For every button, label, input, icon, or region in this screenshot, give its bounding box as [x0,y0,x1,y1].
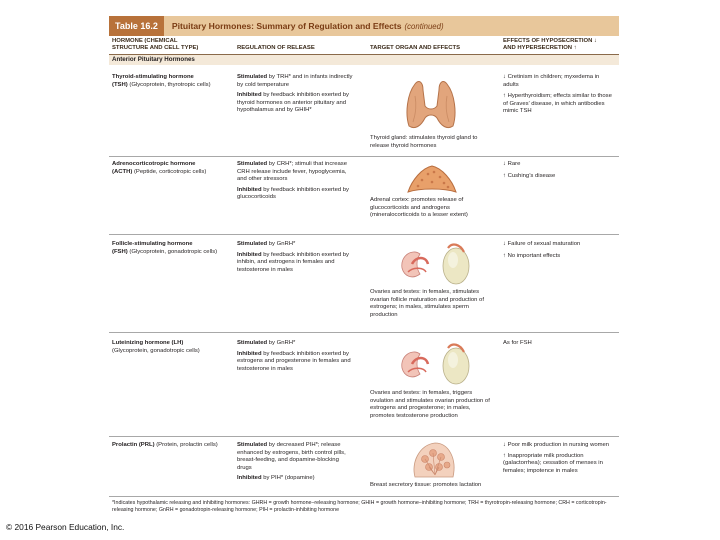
hypersecretion-text: ↑ Cushing’s disease [503,172,556,179]
row-divider [109,332,619,333]
hormone-cell-lh [112,340,230,355]
effects-cell-acth [503,161,615,180]
regulation-cell-prl [237,442,355,483]
inhibited-block [237,351,355,374]
hyposecretion-text: As for FSH [503,340,532,346]
header-regulation: REGULATION OF RELEASE [237,45,315,51]
regulation-cell-acth [237,161,355,202]
stimulated-label: Stimulated [237,241,268,247]
thyroid-icon [401,76,461,131]
inhibited-block [237,475,355,483]
stimulated-label: Stimulated [237,161,268,167]
target-cell-fsh: Ovaries and testes: in females, stimulates ovarian follicle maturation and production of estrogens; in males, stimulates sperm production [370,289,484,318]
ovary-testis-icon [396,338,476,388]
stimulated-label: Stimulated [237,340,268,346]
inhibited-text: by feedback inhibition exerted by glucocorticoids [237,186,349,200]
stimulated-text: by GnRH* [268,241,296,247]
hypersecretion-text: ↑ No important effects [503,252,561,259]
adrenal-gland-icon [404,162,460,196]
effects-cell-tsh [503,74,615,116]
copyright-notice: © 2016 Pearson Education, Inc. [6,522,125,532]
hyposecretion-text: ↓ Rare [503,161,521,167]
inhibited-text: by feedback inhibition exerted by thyroid hormones on anterior pituitary and hypothalamus and by GHIH* [237,92,349,113]
table-footnote: *Indicates hypothalamic releasing and inhibiting hormones: GHRH = growth hormone–releasing hormone; GHIH = growth hormone–inhibiting hormone; TRH = thyrotropin-releasing hormone; CRH = corticotropin-releasing hormone; GnRH = gonadotropin-releasing hormone; PIH = prolactin-inhibiting hormone [112,500,607,513]
inhibited-label: Inhibited [237,186,262,193]
inhibited-text: by feedback inhibition exerted by inhibin, and estrogens in females and testosterone in males [237,251,349,273]
inhibited-block [237,252,355,275]
hormone-cell-prl [112,442,230,450]
header-hormone [112,38,198,52]
stimulated-label: Stimulated [237,74,268,80]
row-divider [109,436,619,437]
hypersecretion-text: ↑ Inappropriate milk production (galactorrhea); cessation of menses in females; impotence in males [503,452,603,474]
breast-tissue-icon [409,439,459,479]
hormone-cell-tsh [112,74,230,89]
effects-cell-prl [503,442,615,475]
table-title [172,21,444,31]
inhibited-text: by PIH* (dopamine) [263,475,315,481]
effects-cell-fsh [503,241,615,260]
target-cell-acth: Adrenal cortex: promotes release of glucocorticoids and androgens (mineralocorticoids to a lesser extent) [370,197,468,218]
table-title-text: Pituitary Hormones: Summary of Regulation and Effects [171,21,402,31]
table-continued: (continued) [404,22,444,31]
header-effects-line1: EFFECTS OF HYPOSECRETION ↓ [503,38,597,44]
inhibited-label: Inhibited [237,251,262,258]
hormone-detail: (Glycoprotein, gonadotropic cells) [112,347,200,354]
stimulated-text: by CRH*; stimuli that increase CRH release include fever, hypoglycemia, and other stressors [237,161,348,182]
footnote-divider [109,496,619,497]
stimulated-text: by GnRH* [268,340,296,346]
hormone-name: Prolactin (PRL) [112,442,155,448]
target-cell-prl: Breast secretory tissue: promotes lactation [370,482,482,488]
effects-cell-lh [503,340,615,348]
hormone-name: Luteinizing hormone (LH) [112,340,184,346]
target-cell-tsh: Thyroid gland: stimulates thyroid gland to release thyroid hormones [370,135,478,149]
hormone-cell-acth [112,161,230,176]
stimulated-text: by TRH* and in infants indirectly by cold temperature [237,74,353,88]
hypersecretion-text: ↑ Hyperthyroidism; effects similar to those of Graves’ disease, in which antibodies mimic TSH [503,93,612,114]
hormone-detail: (Peptide, corticotropic cells) [133,168,207,175]
hormone-cell-fsh [112,241,230,256]
hormone-abbr: (ACTH) [112,168,133,175]
header-hormone-line1: HORMONE (CHEMICAL [112,38,178,44]
inhibited-label: Inhibited [237,475,262,481]
section-label: Anterior Pituitary Hormones [112,56,195,63]
hormone-name: Thyroid-stimulating hormone [112,74,194,80]
hyposecretion-text: ↓ Cretinism in children; myxedema in adults [503,74,600,88]
row-divider [109,156,619,157]
header-effects [503,38,597,52]
inhibited-block [237,187,355,202]
inhibited-label: Inhibited [237,350,262,357]
header-hormone-line2: STRUCTURE AND CELL TYPE) [112,45,199,51]
inhibited-label: Inhibited [237,92,262,98]
hormone-detail: (Glycoprotein, gonadotropic cells) [129,248,218,255]
hormone-detail: (Glycoprotein, thyrotropic cells) [129,81,211,88]
stimulated-label: Stimulated [237,442,268,448]
row-divider [109,234,619,235]
inhibited-block [237,92,355,115]
header-effects-line2: AND HYPERSECRETION ↑ [503,45,577,51]
table-title-bar [109,16,619,36]
hyposecretion-text: ↓ Poor milk production in nursing women [503,442,610,448]
hormone-abbr: (TSH) [112,81,128,88]
regulation-cell-tsh [237,74,355,115]
hormone-detail: (Protein, prolactin cells) [156,442,218,448]
hormone-name: Adrenocorticotropic hormone [112,161,196,167]
hyposecretion-text: ↓ Failure of sexual maturation [503,241,581,247]
target-cell-lh: Ovaries and testes: in females, triggers ovulation and stimulates ovarian production of estrogens and progesterone; in males, promotes testosterone production [370,390,490,419]
ovary-testis-icon [396,238,476,288]
inhibited-text: by feedback inhibition exerted by estrogens and progesterone in females and testosterone in males [237,350,351,372]
table-number: Table 16.2 [109,16,164,36]
hormone-abbr: (FSH) [112,248,128,255]
hormone-name: Follicle-stimulating hormone [112,241,193,247]
stimulated-text: by decreased PIH*; release enhanced by estrogens, birth control pills, breast-feeding, and dopamine-blocking drugs [237,442,346,471]
table-page [109,16,619,516]
header-target: TARGET ORGAN AND EFFECTS [370,45,460,51]
regulation-cell-fsh [237,241,355,274]
regulation-cell-lh [237,340,355,373]
